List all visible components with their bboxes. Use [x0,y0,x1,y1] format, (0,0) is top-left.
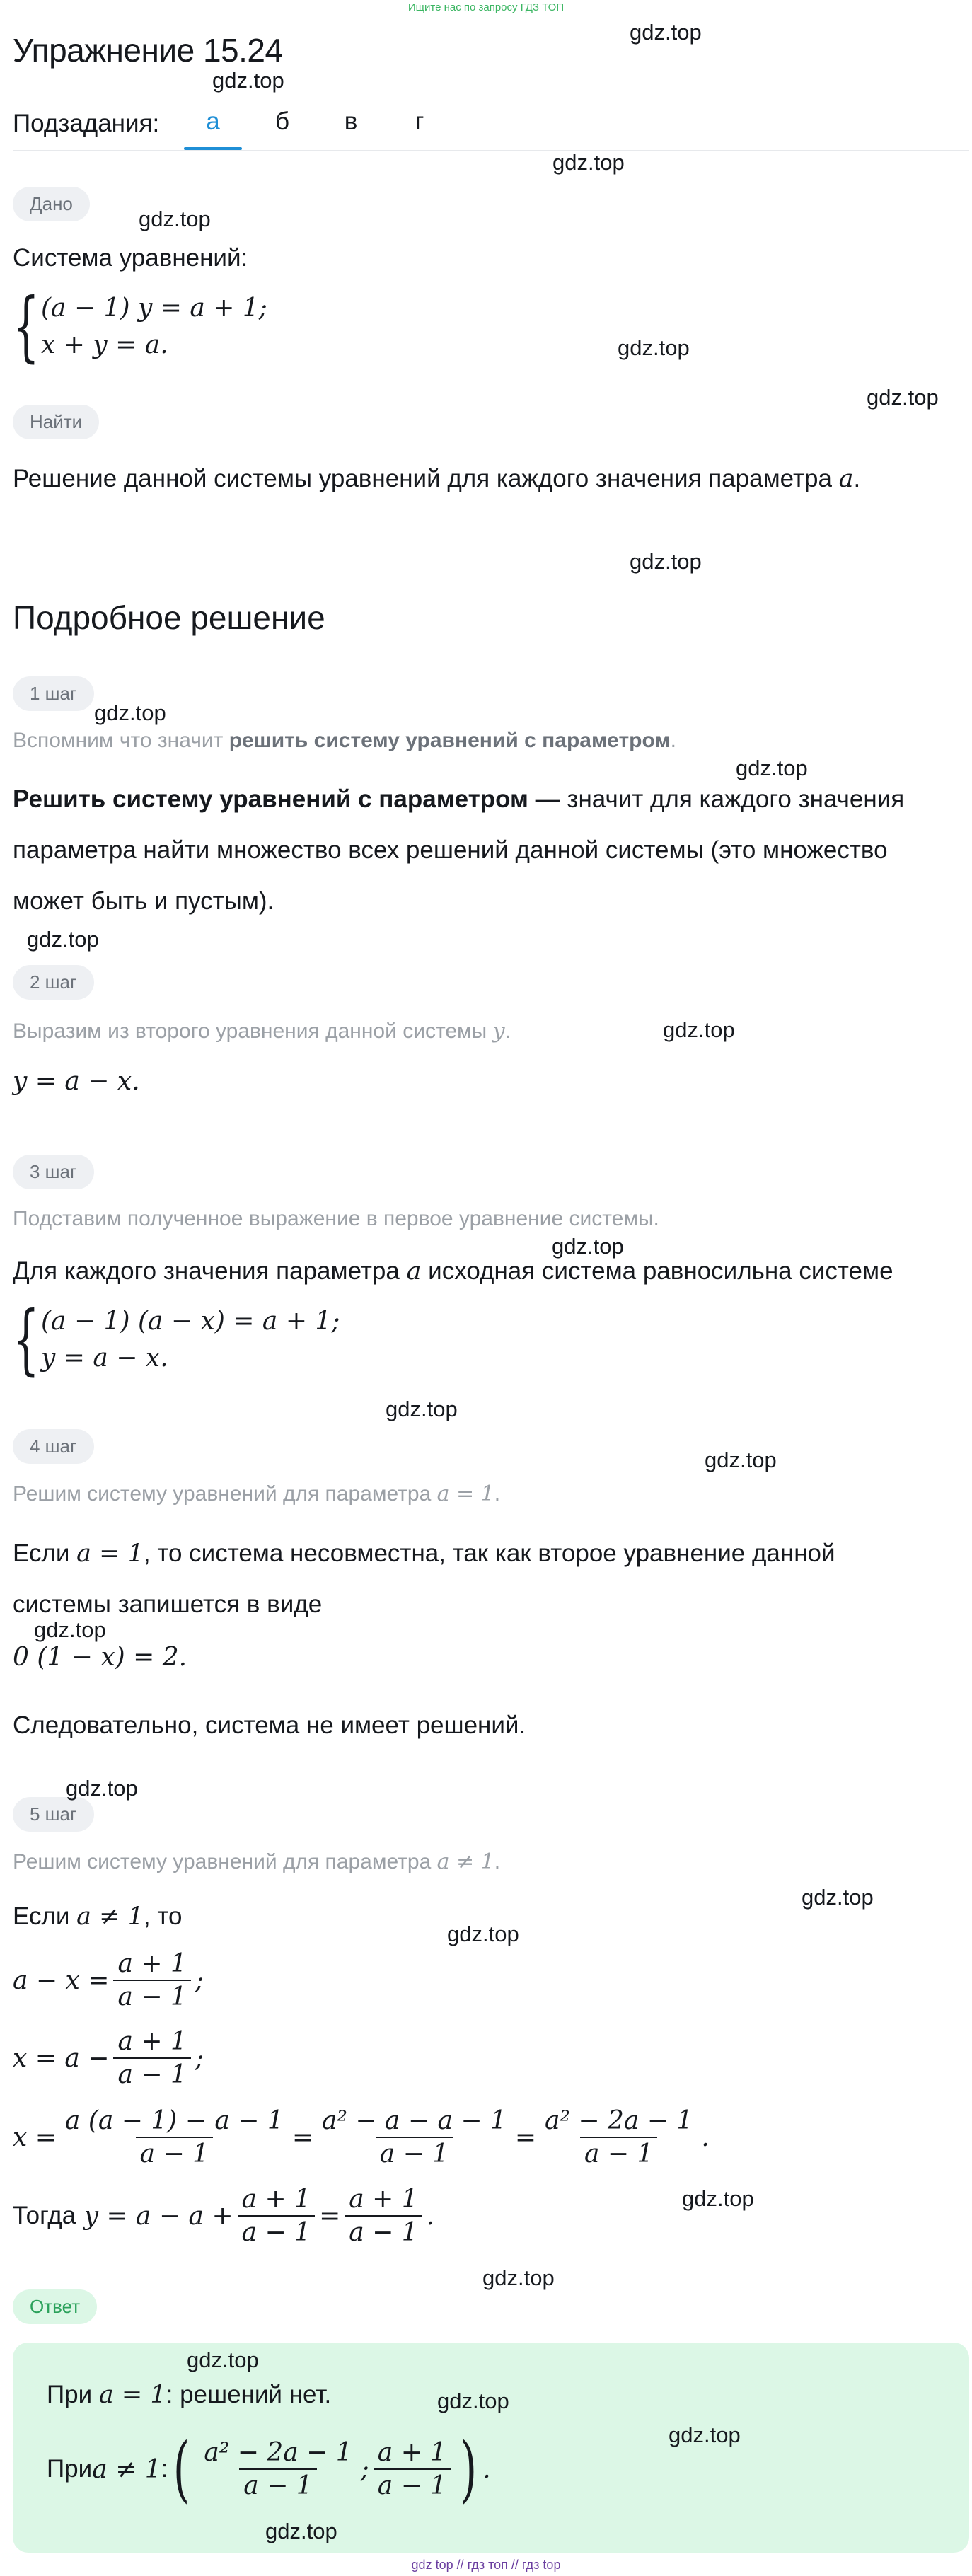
watermark: gdz.top [265,2519,337,2543]
equals-sign: = [291,2122,313,2152]
find-var: a [838,465,854,493]
system-brace: { [13,1295,40,1384]
fraction-denominator: a − 1 [238,2215,315,2247]
step-2-hint-var: y [492,1019,505,1044]
step-4-chip: 4 шаг [13,1429,94,1464]
answer-line-1-a: При [47,2381,99,2408]
step-4-text [13,1528,961,1630]
equals-sign: = [319,2201,341,2231]
fraction-denominator: a − 1 [239,2468,316,2500]
line-3-left: x = [13,2122,57,2152]
active-tab-indicator [184,147,242,150]
watermark: gdz.top [34,1617,106,1642]
step-2-hint-end: . [504,1020,511,1043]
tab-v[interactable]: в [344,108,358,135]
fraction-numerator: a (a − 1) − a − 1 [64,2106,284,2135]
fraction-numerator: a + 1 [117,2027,187,2056]
step-5-line-3 [13,2106,710,2168]
watermark: gdz.top [618,335,690,360]
line-3-end: . [701,2122,710,2152]
step-4-text-b: , то система несовместна, так как второе уравнение данной [143,1540,835,1567]
fraction [318,2106,511,2168]
watermark: gdz.top [447,1922,519,1946]
step-5-if-a: Если [13,1902,77,1930]
step-5-chip: 5 шаг [13,1797,94,1832]
system-brace: { [13,282,40,371]
step-1-text [13,774,961,927]
given-equation-2: x + y = a. [41,330,168,359]
fraction-numerator: a + 1 [241,2185,311,2214]
step-5-if-math: a ≠ 1 [76,1902,144,1931]
step-4-text-math: a = 1 [76,1540,144,1568]
answer-line-1-b: : решений нет. [166,2381,332,2408]
tab-b[interactable]: б [274,108,290,135]
fraction-numerator: a + 1 [117,1949,187,1978]
fraction-numerator: a + 1 [349,2185,418,2214]
step-1-line3: может быть и пустым). [13,887,274,915]
fraction [540,2106,697,2168]
watermark: gdz.top [187,2347,259,2372]
step-2-chip: 2 шаг [13,965,94,1000]
fraction-denominator: a − 1 [136,2137,213,2168]
step-1-hint-end: . [670,729,676,752]
answer-line-2-a: При [47,2455,93,2483]
step-5-line-4 [13,2185,434,2247]
fraction [199,2438,356,2500]
step-3-text-var: a [406,1257,422,1286]
answer-line-2-b: : [161,2455,168,2483]
tabs-divider [13,150,969,151]
watermark: gdz.top [630,20,702,45]
step-4-line2: системы запишется в виде [13,1590,323,1618]
step-5-line-2 [13,2027,204,2089]
watermark: gdz.top [66,1776,138,1801]
fraction-numerator: a² − a − a − 1 [321,2106,507,2135]
answer-line-1-math: a = 1 [98,2381,166,2409]
step-4-hint-end: . [494,1482,501,1506]
find-text [13,461,860,497]
step-1-line1: — значит для каждого значения [528,785,905,813]
step-3-text [13,1254,893,1289]
answer-line-1 [47,2377,331,2413]
given-equation-1: (a − 1) y = a + 1; [41,293,267,323]
step-5-hint-math: a ≠ 1 [436,1849,494,1874]
step-3-system [13,1295,340,1384]
step-5-hint [13,1849,500,1874]
separator: ; [360,2454,369,2484]
step-5-hint-text: Решим систему уравнений для параметра [13,1850,432,1873]
step-3-equation-1: (a − 1) (a − x) = a + 1; [41,1306,340,1336]
fraction-denominator: a − 1 [113,2057,190,2089]
fraction [374,2438,451,2500]
step-5-line-1 [13,1949,204,2011]
search-hint: Ищите нас по запросу ГДЗ ТОП [407,1,565,13]
line-2-left: x = a − [13,2043,110,2073]
watermark: gdz.top [27,927,99,952]
fraction-numerator: a² − 2a − 1 [204,2438,352,2467]
step-1-line2: параметра найти множество всех решений данной системы (это множество [13,836,888,864]
fraction-denominator: a − 1 [376,2137,453,2168]
watermark: gdz.top [669,2422,741,2447]
watermark: gdz.top [386,1397,458,1421]
step-4-text-a: Если [13,1540,77,1567]
step-3-hint: Подставим полученное выражение в первое уравнение системы. [13,1207,659,1230]
step-4-hint [13,1482,500,1506]
find-text-body: Решение данной системы уравнений для каждого значения параметра [13,465,832,492]
fraction [238,2185,315,2247]
step-4-formula: 0 (1 − x) = 2. [13,1643,187,1672]
line-1-left: a − x = [13,1965,110,1995]
step-3-text-b: исходная система равносильна системе [421,1257,893,1285]
step-5-hint-end: . [494,1850,501,1873]
watermark: gdz.top [867,385,939,410]
line-4-end: . [426,2201,435,2231]
footer-links[interactable]: gdz top // гдз топ // гдз top [411,2558,561,2572]
watermark: gdz.top [802,1885,874,1910]
fraction-denominator: a − 1 [374,2468,451,2500]
solution-title: Подробное решение [13,599,325,636]
step-2-formula: y = a − x. [13,1067,140,1096]
fraction [113,2027,190,2089]
fraction-denominator: a − 1 [580,2137,657,2168]
watermark: gdz.top [437,2389,509,2413]
watermark: gdz.top [94,700,166,725]
step-1-hint [13,729,676,753]
answer-chip: Ответ [13,2289,97,2324]
line-4-left: y = a − a + [83,2201,233,2231]
fraction [345,2185,422,2247]
watermark: gdz.top [682,2186,754,2211]
right-paren: ) [461,2427,478,2510]
watermark: gdz.top [552,1234,624,1259]
given-intro: Система уравнений: [13,244,248,272]
watermark: gdz.top [552,150,625,175]
fraction-numerator: a² − 2a − 1 [545,2106,693,2135]
step-5-if [13,1899,182,1934]
answer-end: . [482,2454,491,2484]
step-5-if-b: , то [143,1902,183,1930]
watermark: gdz.top [705,1448,777,1472]
watermark: gdz.top [663,1017,735,1042]
watermark: gdz.top [139,207,211,231]
subtasks-label: Подзадания: [13,110,160,137]
step-1-bold: Решить систему уравнений с параметром [13,785,528,813]
answer-line-2-math: a ≠ 1 [92,2454,161,2484]
find-end: . [853,465,861,492]
page-title: Упражнение 15.24 [13,32,283,69]
fraction [61,2106,288,2168]
step-4-hint-text: Решим систему уравнений для параметра [13,1482,432,1506]
line-2-end: ; [195,2043,204,2073]
given-chip: Дано [13,187,90,221]
fraction [113,1949,190,2011]
fraction-denominator: a − 1 [113,1980,190,2011]
fraction-denominator: a − 1 [345,2215,422,2247]
step-1-hint-a: Вспомним что значит [13,729,229,752]
watermark: gdz.top [212,68,284,93]
step-1-chip: 1 шаг [13,676,94,711]
step-2-hint-text: Выразим из второго уравнения данной системы [13,1020,487,1043]
watermark: gdz.top [482,2265,555,2290]
tab-a[interactable]: а [206,108,220,135]
given-system [13,282,267,371]
step-3-text-a: Для каждого значения параметра [13,1257,407,1285]
step-4-hint-math: a = 1 [436,1482,494,1506]
answer-line-2 [47,2427,491,2510]
step-3-chip: 3 шаг [13,1155,94,1189]
line-1-end: ; [195,1965,204,1995]
watermark: gdz.top [630,549,702,574]
equals-sign: = [514,2122,537,2152]
watermark: gdz.top [736,756,808,780]
step-1-hint-bold: решить систему уравнений с параметром [228,729,671,752]
find-chip: Найти [13,405,99,439]
left-paren: ( [173,2427,190,2510]
tab-g[interactable]: г [415,108,424,135]
fraction-numerator: a + 1 [377,2438,447,2467]
then-word: Тогда [13,2202,76,2229]
step-3-equation-2: y = a − x. [41,1344,168,1373]
step-4-conclusion: Следовательно, система не имеет решений. [13,1711,526,1739]
step-2-hint [13,1019,511,1044]
